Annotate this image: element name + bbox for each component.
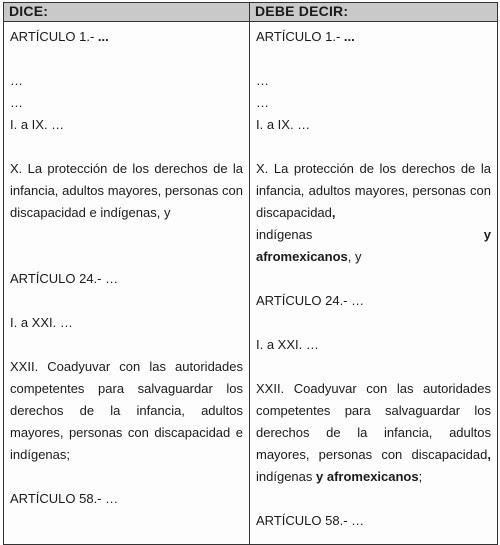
fraction-xxii-indigenas: indígenas	[256, 469, 316, 484]
comparison-table	[3, 2, 498, 545]
article-24-heading: ARTÍCULO 24.- …	[10, 271, 119, 286]
article-1-label: ARTÍCULO 1.-	[256, 29, 344, 44]
fraction-x-text	[256, 158, 491, 224]
fractions-i-ix: I. a IX. …	[256, 117, 311, 132]
fraction-x-indigenas: indígenas	[256, 227, 313, 242]
column-debe-decir	[250, 22, 498, 545]
table-row	[4, 22, 498, 545]
fraction-xxii-afromexicanos: y afromexicanos	[316, 469, 419, 484]
fractions-i-xxi: I. a XXI. …	[256, 337, 319, 352]
header-debe-decir: DEBE DECIR:	[250, 3, 498, 22]
fraction-xxii-text: XXII. Coadyuvar con las autoridades competentes para salvaguardar los derechos de la infancia, adultos mayores, personas con discapacidad e indígenas;	[10, 359, 243, 462]
article-1-ellipsis: ...	[97, 29, 109, 44]
fractions-i-ix: I. a IX. …	[10, 117, 65, 132]
article-1-heading	[10, 26, 243, 48]
fraction-x-y: y	[483, 227, 491, 242]
fraction-x-ending	[256, 246, 491, 268]
article-1-ellipsis: ...	[343, 29, 355, 44]
fraction-x-main: X. La protección de los derechos de la infancia, adultos mayores, personas con discapacidad	[256, 161, 491, 220]
article-1-heading	[256, 26, 491, 48]
table-header-row	[4, 3, 498, 22]
fraction-x-comma: ,	[331, 205, 336, 220]
fraction-x-afromexicanos: afromexicanos	[256, 249, 348, 264]
fraction-xxii-comma: ,	[487, 447, 491, 462]
fractions-i-xxi: I. a XXI. …	[10, 315, 73, 330]
article-58-heading: ARTÍCULO 58.- …	[10, 491, 119, 506]
fraction-xxii-main: XXII. Coadyuvar con las autoridades competentes para salvaguardar los derechos de la infancia, adultos mayores, personas con discapacidad	[256, 381, 491, 462]
ellipsis-line: …	[256, 95, 269, 110]
column-dice	[4, 22, 250, 545]
header-dice: DICE:	[4, 3, 250, 22]
article-1-label: ARTÍCULO 1.-	[10, 29, 98, 44]
fraction-x-text: X. La protección de los derechos de la infancia, adultos mayores, personas con discapacidad e indígenas, y	[10, 161, 243, 220]
ellipsis-line: …	[10, 95, 23, 110]
article-58-heading: ARTÍCULO 58.- …	[256, 513, 365, 528]
ellipsis-line: …	[256, 73, 269, 88]
fraction-xxii-text	[256, 378, 491, 488]
article-24-heading: ARTÍCULO 24.- …	[256, 293, 365, 308]
fraction-xxii-tail: ;	[418, 469, 423, 484]
fraction-x-justified-line	[256, 224, 491, 246]
fraction-x-tail: , y	[347, 249, 362, 264]
ellipsis-line: …	[10, 73, 23, 88]
